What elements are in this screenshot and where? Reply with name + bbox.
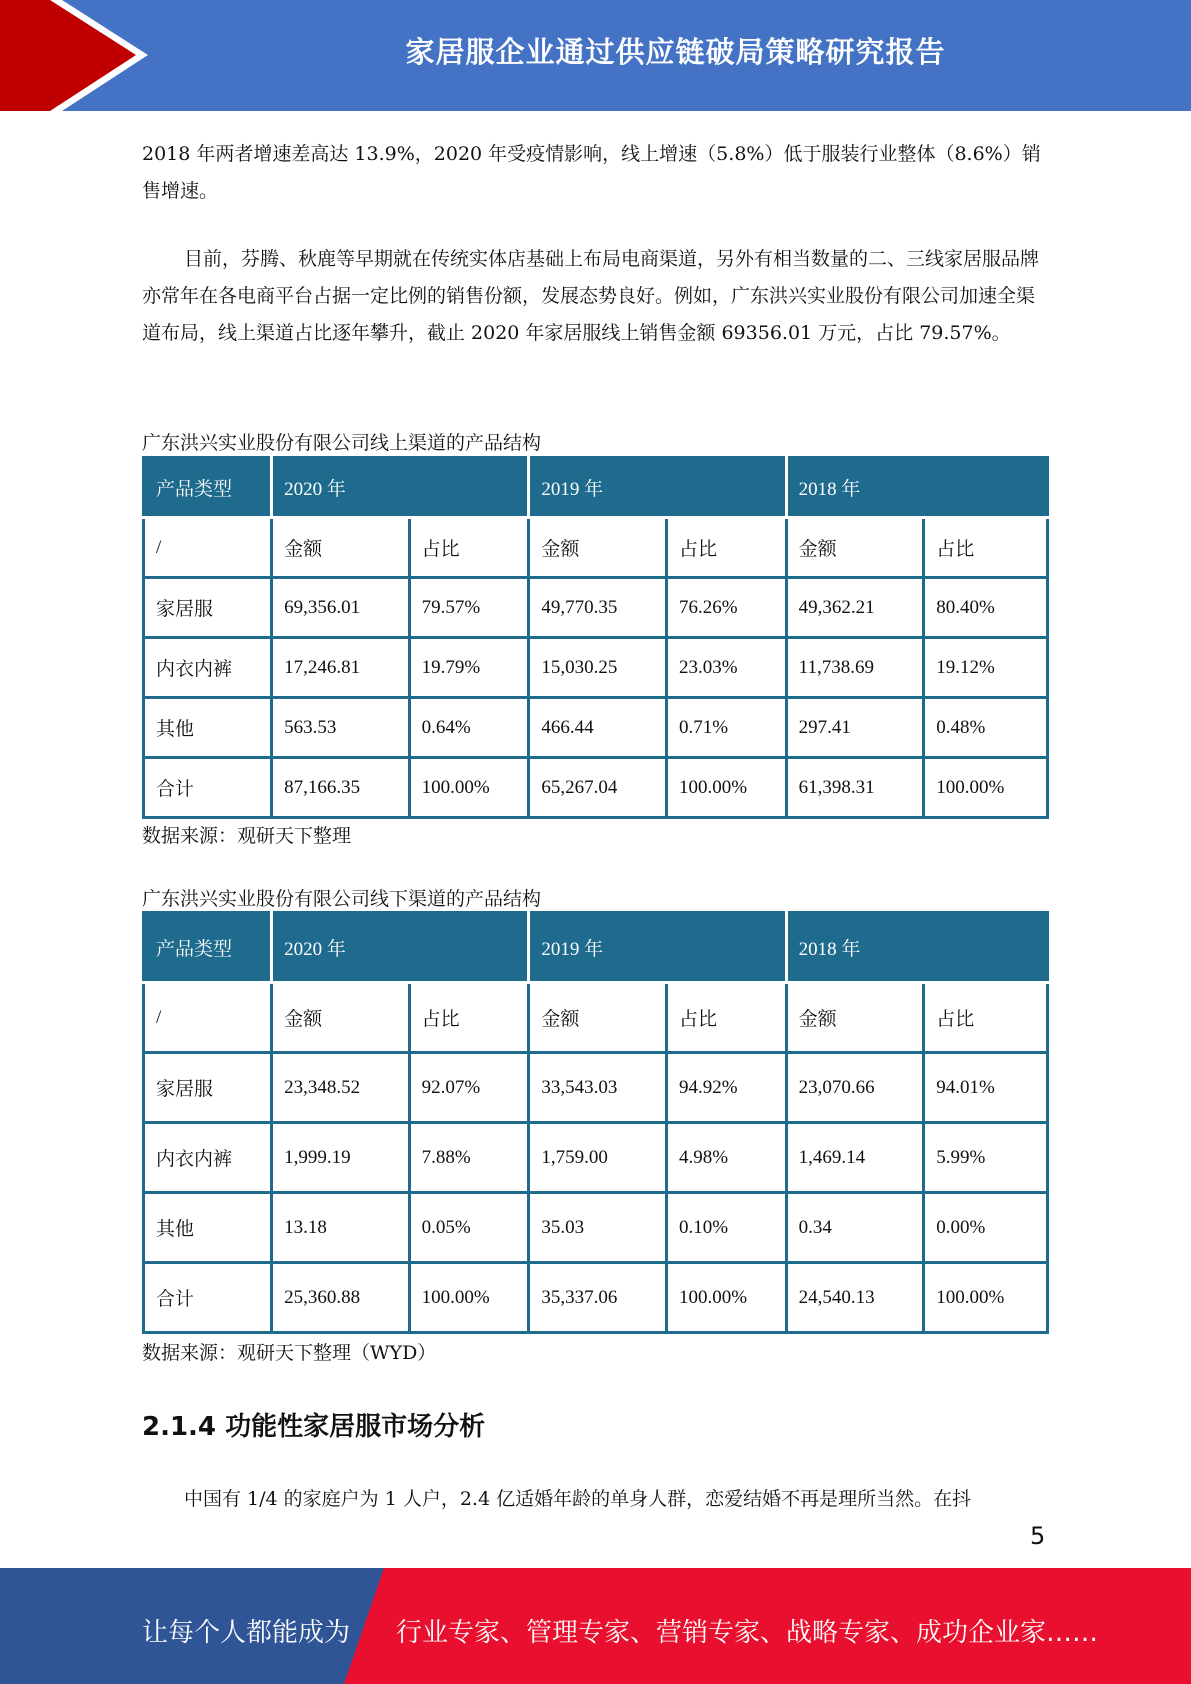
table-cell: 合计	[144, 1263, 272, 1333]
section-title: 2.1.4 功能性家居服市场分析	[142, 1412, 486, 1442]
table-header-row	[144, 913, 1048, 983]
table-subheader-cell: 金额	[529, 983, 667, 1053]
table-cell: 19.12%	[924, 638, 1048, 698]
table-cell: 17,246.81	[272, 638, 410, 698]
table-cell: 100.00%	[409, 758, 529, 818]
table-header-cell: 产品类型	[144, 913, 272, 983]
table-cell: 100.00%	[924, 1263, 1048, 1333]
section-paragraph: 中国有 1/4 的家庭户为 1 人户，2.4 亿适婚年龄的单身人群，恋爱结婚不再是理所当然。在抖	[184, 1488, 972, 1510]
table-offline-caption: 广东洪兴实业股份有限公司线下渠道的产品结构	[142, 888, 542, 910]
page-header	[0, 0, 1191, 111]
table-subheader-cell: 金额	[786, 518, 924, 578]
table-cell: 65,267.04	[529, 758, 667, 818]
table-cell: 92.07%	[409, 1053, 529, 1123]
table-cell: 563.53	[272, 698, 410, 758]
table-cell: 5.99%	[924, 1123, 1048, 1193]
table-cell: 23,070.66	[786, 1053, 924, 1123]
table-header-cell: 产品类型	[144, 458, 272, 518]
table-cell: 0.48%	[924, 698, 1048, 758]
table-header-row	[144, 458, 1048, 518]
table-cell: 1,759.00	[529, 1123, 667, 1193]
table-cell: 466.44	[529, 698, 667, 758]
table-cell: 其他	[144, 1193, 272, 1263]
table-subheader-cell: 占比	[924, 983, 1048, 1053]
table-header-cell: 2020 年	[272, 913, 529, 983]
table-row	[144, 638, 1048, 698]
table-cell: 23,348.52	[272, 1053, 410, 1123]
table-cell: 家居服	[144, 578, 272, 638]
table-subheader-cell: /	[144, 983, 272, 1053]
table-row	[144, 698, 1048, 758]
table-subheader-cell: 占比	[666, 983, 786, 1053]
table-cell: 33,543.03	[529, 1053, 667, 1123]
table-cell: 49,362.21	[786, 578, 924, 638]
table-header-cell: 2018 年	[786, 458, 1047, 518]
table-subheader-row	[144, 983, 1048, 1053]
intro-paragraph-2: 目前，芬腾、秋鹿等早期就在传统实体店基础上布局电商渠道，另外有相当数量的二、三线家居服品牌亦常年在各电商平台占据一定比例的销售份额，发展态势良好。例如，广东洪兴实业股份有限公司加速全渠道布局，线上渠道占比逐年攀升，截止 2020 年家居服线上销售金额 69356.01 万元，占比 79.57%。	[142, 248, 1040, 344]
table-row	[144, 758, 1048, 818]
offline-channel-table	[142, 911, 1049, 1334]
table-cell: 80.40%	[924, 578, 1048, 638]
table-cell: 100.00%	[666, 758, 786, 818]
table-cell: 69,356.01	[272, 578, 410, 638]
table-cell: 23.03%	[666, 638, 786, 698]
table-subheader-cell: 占比	[409, 983, 529, 1053]
table-subheader-cell: 金额	[272, 518, 410, 578]
header-arrow-graphic	[0, 0, 160, 111]
table-cell: 0.00%	[924, 1193, 1048, 1263]
table-cell: 0.05%	[409, 1193, 529, 1263]
page-footer	[0, 1568, 1191, 1684]
table-subheader-cell: /	[144, 518, 272, 578]
table-cell: 35,337.06	[529, 1263, 667, 1333]
table-cell: 297.41	[786, 698, 924, 758]
table-subheader-cell: 金额	[272, 983, 410, 1053]
table-cell: 0.10%	[666, 1193, 786, 1263]
table-cell: 家居服	[144, 1053, 272, 1123]
table-cell: 合计	[144, 758, 272, 818]
table-row	[144, 578, 1048, 638]
footer-slogan-left: 让每个人都能成为	[142, 1618, 351, 1648]
table-cell: 内衣内裤	[144, 1123, 272, 1193]
online-channel-table	[142, 456, 1049, 819]
table-subheader-cell: 占比	[409, 518, 529, 578]
table-cell: 100.00%	[409, 1263, 529, 1333]
table-row	[144, 1193, 1048, 1263]
table-header-cell: 2019 年	[529, 458, 786, 518]
table-row	[144, 1123, 1048, 1193]
table-cell: 0.34	[786, 1193, 924, 1263]
table-cell: 13.18	[272, 1193, 410, 1263]
table-subheader-cell: 金额	[786, 983, 924, 1053]
table-online-source: 数据来源：观研天下整理	[142, 825, 352, 847]
table-cell: 100.00%	[666, 1263, 786, 1333]
table-cell: 其他	[144, 698, 272, 758]
table-cell: 25,360.88	[272, 1263, 410, 1333]
table-header-cell: 2020 年	[272, 458, 529, 518]
table-cell: 79.57%	[409, 578, 529, 638]
table-subheader-cell: 金额	[529, 518, 667, 578]
table-row	[144, 1263, 1048, 1333]
footer-slogan-right: 行业专家、管理专家、营销专家、战略专家、成功企业家……	[396, 1618, 1099, 1648]
header-title: 家居服企业通过供应链破局策略研究报告	[405, 35, 946, 69]
table-row	[144, 1053, 1048, 1123]
table-header-cell: 2019 年	[529, 913, 786, 983]
table-cell: 15,030.25	[529, 638, 667, 698]
table-cell: 4.98%	[666, 1123, 786, 1193]
table-cell: 7.88%	[409, 1123, 529, 1193]
table-header-cell: 2018 年	[786, 913, 1047, 983]
table-cell: 94.01%	[924, 1053, 1048, 1123]
intro-paragraph-1: 2018 年两者增速差高达 13.9%，2020 年受疫情影响，线上增速（5.8%）低于服装行业整体（8.6%）销售增速。	[142, 143, 1041, 202]
table-offline-source: 数据来源：观研天下整理（WYD）	[142, 1342, 437, 1364]
table-cell: 100.00%	[924, 758, 1048, 818]
table-cell: 0.71%	[666, 698, 786, 758]
page-number: 5	[1030, 1522, 1046, 1550]
table-subheader-cell: 占比	[666, 518, 786, 578]
table-cell: 19.79%	[409, 638, 529, 698]
table-cell: 1,999.19	[272, 1123, 410, 1193]
table-cell: 87,166.35	[272, 758, 410, 818]
table-subheader-cell: 占比	[924, 518, 1048, 578]
table-subheader-row	[144, 518, 1048, 578]
table-online-caption: 广东洪兴实业股份有限公司线上渠道的产品结构	[142, 432, 542, 454]
table-cell: 49,770.35	[529, 578, 667, 638]
table-cell: 1,469.14	[786, 1123, 924, 1193]
table-cell: 76.26%	[666, 578, 786, 638]
table-cell: 24,540.13	[786, 1263, 924, 1333]
table-cell: 61,398.31	[786, 758, 924, 818]
table-cell: 0.64%	[409, 698, 529, 758]
table-cell: 11,738.69	[786, 638, 924, 698]
table-cell: 35.03	[529, 1193, 667, 1263]
table-cell: 94.92%	[666, 1053, 786, 1123]
table-cell: 内衣内裤	[144, 638, 272, 698]
